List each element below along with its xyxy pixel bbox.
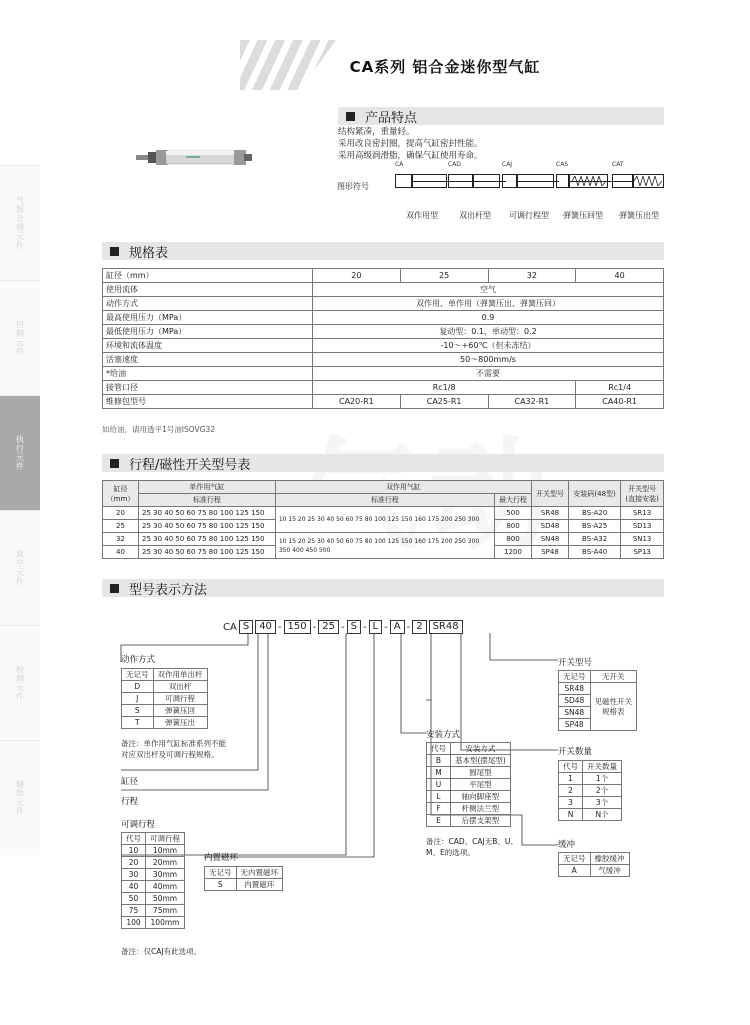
table-cell: 25 30 40 50 60 75 80 100 125 150 [139,546,276,559]
table-cell: 后摆支架型 [451,815,511,827]
switch-title: 开关型号 [558,658,593,668]
table-cell: 100 [122,917,146,929]
table-row [427,815,511,827]
table-cell: 双出杆 [153,681,207,693]
table-cell: 单作用气缸 [139,481,276,494]
code-part: 2 [412,620,426,634]
table-cell: 弹簧压出 [153,717,207,729]
table-row [427,743,511,755]
count-title: 开关数量 [558,747,593,757]
spec-title: 规格表 [129,245,169,261]
code-sep: - [362,621,367,633]
table-row [122,705,208,717]
table-cell: 800 [495,533,532,546]
code-part: L [369,620,383,634]
symbol-name: 弹簧压回型 [563,211,603,220]
table-row [122,905,185,917]
table-cell: BS-A32 [569,533,621,546]
table-cell: B [427,755,451,767]
table-cell: 20 [122,857,146,869]
table-cell: 0.9 [313,311,664,325]
table-cell: CA40-R1 [576,395,664,409]
table-cell: 10 15 20 25 30 40 50 60 75 80 100 125 150 160 175 200 250 300 350 400 450 500 [275,533,494,559]
table-row [122,693,208,705]
table-row [427,767,511,779]
table-cell: 可调行程 [153,693,207,705]
table-cell: SR13 [621,507,664,520]
table-row [427,779,511,791]
table-cell: 动作方式 [103,297,313,311]
code-sep: - [312,621,317,633]
mag-title: 内置磁环 [204,853,239,863]
table-cell: 20mm [146,857,185,869]
table-row [559,761,622,773]
table-cell: 缸径 （mm） [103,481,139,507]
table-cell: 活塞速度 [103,353,313,367]
table-cell: 平尾型 [451,779,511,791]
symbol-code: CAD [448,161,461,168]
table-cell: 缸径（mm） [103,269,313,283]
table-cell: 可调行程 [146,833,185,845]
table-cell: 代号 [122,833,146,845]
table-cell: J [122,693,154,705]
table-cell: 标准行程 [139,494,276,507]
table-cell: 空气 [313,283,664,297]
table-cell: 弹簧压回 [153,705,207,717]
sidebar-item-actuator[interactable]: 执行元件 [0,395,40,510]
table-row [559,865,630,877]
action-title: 动作方式 [121,655,156,665]
table-cell: 不需要 [313,367,664,381]
table-cell: 轴向脚座型 [451,791,511,803]
table-cell: 800 [495,520,532,533]
table-cell: 无记号 [559,853,591,865]
table-cell: E [427,815,451,827]
table-cell: 75 [122,905,146,917]
table-row [427,755,511,767]
symbol-code: CAS [556,161,569,168]
table-cell: SP48 [559,719,591,731]
table-cell: 气缓冲 [590,865,629,877]
table-cell: U [427,779,451,791]
table-cell: 10 15 20 25 30 40 50 60 75 80 100 125 150 160 175 200 250 300 [275,507,494,533]
table-cell: 见磁性开关 规格表 [590,683,637,731]
symbol-name: 双作用型 [406,211,438,220]
table-cell: 1200 [495,546,532,559]
table-cell: M [427,767,451,779]
table-cell: 复动型：0.1，单动型：0.2 [313,325,664,339]
table-row [122,917,185,929]
table-cell: 40 [576,269,664,283]
sidebar-item-air[interactable]: 气源处理元件 [0,165,40,280]
table-row [559,853,630,865]
table-cell: SR48 [559,683,591,695]
table-cell: 40 [122,881,146,893]
table-row [205,867,283,879]
table-cell: 开关型号 [532,481,569,507]
table-cell: 无内置磁环 [236,867,283,879]
symbol-name: 双出杆型 [459,211,491,220]
table-cell: 维修包型号 [103,395,313,409]
table-cell: 内置磁环 [236,879,283,891]
table-cell: A [559,865,591,877]
table-cell: 1 [559,773,583,785]
table-cell: CA32-R1 [488,395,576,409]
feature-line: 采用高级润滑脂，确保气缸使用寿命。 [338,151,483,161]
table-cell: Rc1/4 [576,381,664,395]
model-title: 型号表示方法 [129,582,208,598]
table-cell: SD13 [621,520,664,533]
table-cell: F [427,803,451,815]
mag-table [204,866,283,891]
table-row [122,869,185,881]
adj-note: 备注：仅CAJ有此选项。 [121,947,202,956]
features-title: 产品特点 [365,110,418,126]
table-cell: 25 30 40 50 60 75 80 100 125 150 [139,507,276,520]
table-row [559,809,622,821]
table-cell: 双作用单出杆 [153,669,207,681]
table-row [559,797,622,809]
table-cell: 50 [122,893,146,905]
table-cell: 无开关 [590,671,637,683]
table-cell: 无记号 [122,669,154,681]
stroke-label: 行程 [121,797,139,807]
table-cell: 接管口径 [103,381,313,395]
table-cell: 75mm [146,905,185,917]
table-cell: 50mm [146,893,185,905]
table-cell: SN13 [621,533,664,546]
table-row [122,857,185,869]
table-cell: 开关数量 [583,761,622,773]
table-cell: *给油 [103,367,313,381]
table-cell: L [427,791,451,803]
table-cell: 开关型号 (直接安装) [621,481,664,507]
table-cell: 25 30 40 50 60 75 80 100 125 150 [139,520,276,533]
table-cell: 50～800mm/s [313,353,664,367]
table-cell: 安装码(48型) [569,481,621,507]
table-cell: 双作用气缸 [275,481,531,494]
feature-line: 采用改良密封圈，提高气缸密封性能。 [338,139,483,149]
table-row [559,671,637,683]
buffer-table [558,852,630,877]
table-cell: 使用流体 [103,283,313,297]
table-cell: S [122,705,154,717]
table-cell: 杆侧法兰型 [451,803,511,815]
table-cell: BS-A20 [569,507,621,520]
table-cell: 最高使用压力（MPa） [103,311,313,325]
bore-label: 缸径 [121,777,139,787]
table-cell: 32 [488,269,576,283]
table-cell: 代号 [559,761,583,773]
table-row [122,669,208,681]
table-row [122,881,185,893]
table-row [122,681,208,693]
symbol-code: CAT [612,161,624,168]
sidebar-item-control[interactable]: 控制元件 [0,280,40,395]
table-cell: 2 [559,785,583,797]
table-cell: CA20-R1 [313,395,401,409]
table-cell: 30mm [146,869,185,881]
table-cell: BS-A25 [569,520,621,533]
code-part: CA [223,621,237,633]
table-cell: 双作用、单作用（弹簧压出、弹簧压回） [313,297,664,311]
symbol-code: CA [395,161,404,168]
code-sep: - [340,621,345,633]
symbol-name: 可调行程型 [509,211,549,220]
table-cell: 最大行程 [495,494,532,507]
table-row [122,845,185,857]
action-note: 备注：单作用气缸标准系列不能 对应双出杆及可调行程规格。 [121,739,226,759]
table-cell: 最低使用压力（MPa） [103,325,313,339]
table-cell: 无记号 [205,867,237,879]
table-cell: 无记号 [559,671,591,683]
code-part: SR48 [429,620,463,634]
table-cell: 10 [122,845,146,857]
sidebar-item-sensor[interactable]: 检测元件 [0,625,40,740]
table-cell: 环境和流体温度 [103,339,313,353]
table-cell: 基本型(摆尾型) [451,755,511,767]
table-row [122,717,208,729]
table-cell: 3个 [583,797,622,809]
symbol-name: 弹簧压出型 [619,211,659,220]
table-cell: 30 [122,869,146,881]
mount-table [426,742,511,827]
table-cell: 20 [313,269,401,283]
table-cell: SD48 [532,520,569,533]
symbol-code: CAJ [502,161,513,168]
table-cell: -10～+60℃（但未冻结） [313,339,664,353]
code-part: 25 [318,620,339,634]
table-cell: SP48 [532,546,569,559]
table-cell: 10mm [146,845,185,857]
table-cell: 25 [400,269,488,283]
code-part: S [239,620,253,634]
table-row [559,683,637,695]
table-cell: 25 [103,520,139,533]
table-cell: 20 [103,507,139,520]
table-cell: N个 [583,809,622,821]
spec-note: 如给油，请用透平1号油ISOVG32 [102,425,216,434]
table-cell: N [559,809,583,821]
table-row [427,803,511,815]
table-row [559,773,622,785]
table-cell: BS-A40 [569,546,621,559]
adj-table [121,832,185,929]
table-cell: S [205,879,237,891]
adj-title: 可调行程 [121,820,156,830]
table-cell: 2个 [583,785,622,797]
table-cell: SR48 [532,507,569,520]
mount-note: 备注：CAD、CAJ无B、U、 M、E的选项。 [426,837,518,857]
feature-line: 结构紧凑，重量轻。 [338,127,415,137]
code-part: 40 [255,620,276,634]
code-part: A [390,620,405,634]
buffer-title: 缓冲 [558,840,576,850]
symbol-label: 图形符号 [337,182,369,191]
table-cell: 100mm [146,917,185,929]
code-part: 150 [284,620,311,634]
count-table [558,760,622,821]
table-cell: 25 30 40 50 60 75 80 100 125 150 [139,533,276,546]
code-sep: - [406,621,411,633]
sidebar-item-vacuum[interactable]: 真空元件 [0,510,40,625]
table-cell: 40 [103,546,139,559]
table-cell: T [122,717,154,729]
table-cell: 标准行程 [275,494,494,507]
table-cell: 代号 [427,743,451,755]
page-title: CA系列 铝合金迷你型气缸 [349,58,541,76]
table-cell: 32 [103,533,139,546]
table-cell: 圆尾型 [451,767,511,779]
code-sep: - [277,621,282,633]
table-cell: 1个 [583,773,622,785]
table-cell: 3 [559,797,583,809]
sidebar-item-aux[interactable]: 辅助元件 [0,740,40,855]
table-cell: Rc1/8 [313,381,576,395]
table-row [427,791,511,803]
table-cell: 500 [495,507,532,520]
table-cell: CA25-R1 [400,395,488,409]
mount-title: 安装方式 [426,730,461,740]
table-row [559,785,622,797]
code-sep: - [384,621,388,633]
table-cell: SN48 [532,533,569,546]
table-cell: SN48 [559,707,591,719]
code-part: S [347,620,361,634]
table-cell: 橡胶缓冲 [590,853,629,865]
table-cell: 安装方式 [451,743,511,755]
table-cell: SP13 [621,546,664,559]
table-row [205,879,283,891]
table-row [122,893,185,905]
table-cell: 40mm [146,881,185,893]
action-table [121,668,208,729]
table-cell: D [122,681,154,693]
switch-table [558,670,637,731]
table-row [122,833,185,845]
table-cell: SD48 [559,695,591,707]
stroke-title: 行程/磁性开关型号表 [129,457,251,473]
